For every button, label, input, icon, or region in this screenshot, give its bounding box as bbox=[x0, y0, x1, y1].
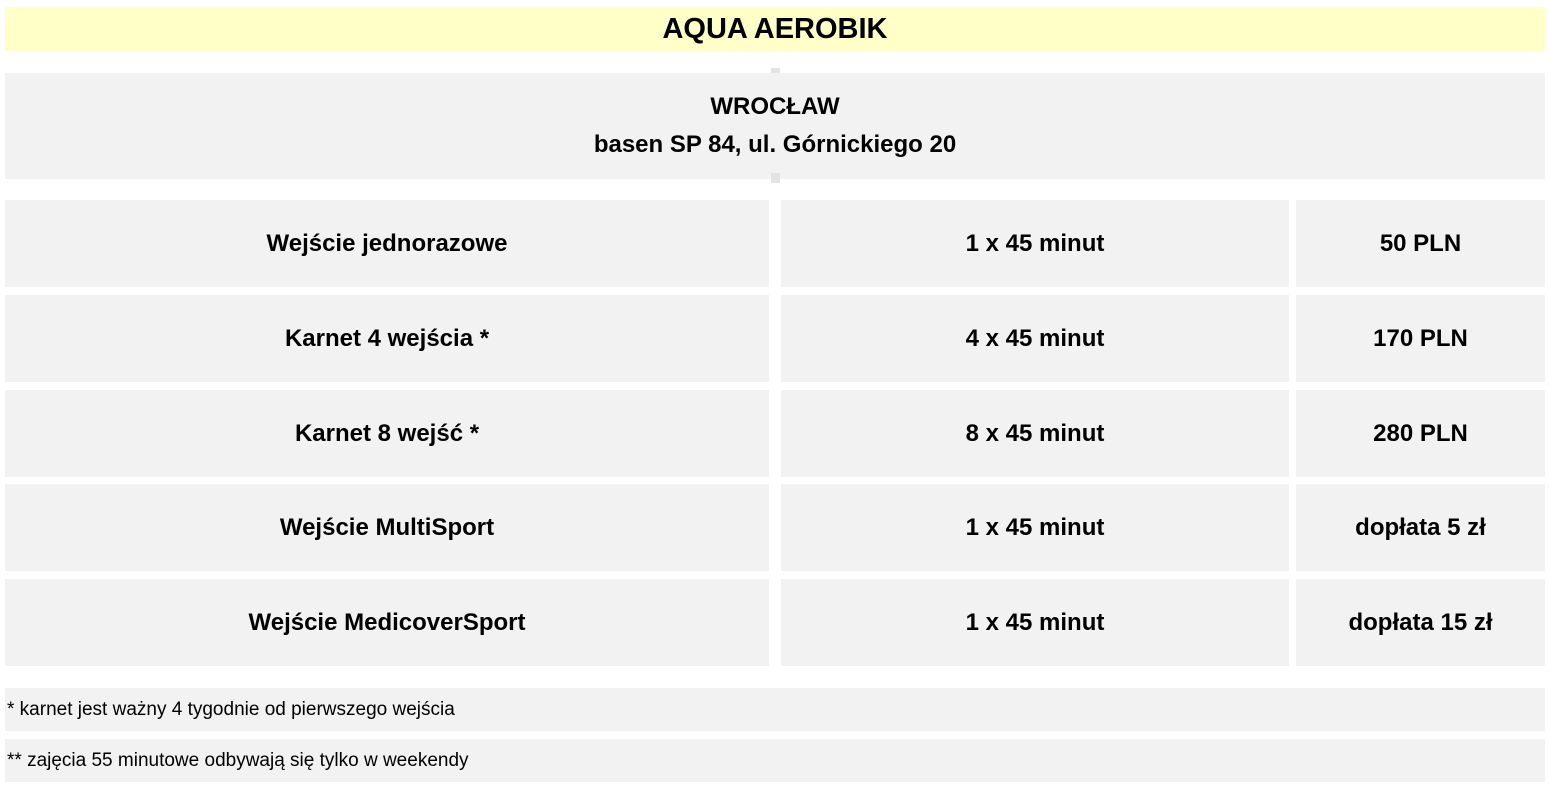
footnote-text: ** zajęcia 55 minutowe odbywają się tylko w weekendy bbox=[7, 749, 469, 771]
ticket-price: 280 PLN bbox=[1296, 390, 1545, 477]
page-title-text: AQUA AEROBIK bbox=[662, 12, 888, 45]
location-city: WROCŁAW bbox=[710, 93, 840, 120]
footnote-text: * karnet jest ważny 4 tygodnie od pierwszego wejścia bbox=[7, 698, 455, 720]
ticket-duration: 4 x 45 minut bbox=[781, 295, 1289, 382]
ticket-name: Wejście jednorazowe bbox=[5, 200, 769, 287]
price-row bbox=[5, 390, 1545, 477]
ticket-price: 170 PLN bbox=[1296, 295, 1545, 382]
ticket-name: Wejście MultiSport bbox=[5, 484, 769, 571]
ticket-name: Karnet 8 wejść * bbox=[5, 390, 769, 477]
footnote-weekend-classes bbox=[5, 739, 1545, 782]
price-row bbox=[5, 484, 1545, 571]
price-row bbox=[5, 200, 1545, 287]
location-divider-bottom bbox=[771, 173, 780, 183]
ticket-name: Wejście MedicoverSport bbox=[5, 579, 769, 666]
ticket-price: dopłata 5 zł bbox=[1296, 484, 1545, 571]
location-header bbox=[5, 73, 1545, 179]
ticket-duration: 1 x 45 minut bbox=[781, 200, 1289, 287]
ticket-duration: 1 x 45 minut bbox=[781, 484, 1289, 571]
price-row bbox=[5, 295, 1545, 382]
price-row bbox=[5, 579, 1545, 666]
ticket-duration: 1 x 45 minut bbox=[781, 579, 1289, 666]
ticket-price: dopłata 15 zł bbox=[1296, 579, 1545, 666]
footnote-pass-validity bbox=[5, 688, 1545, 731]
page-title bbox=[5, 7, 1545, 51]
ticket-name: Karnet 4 wejścia * bbox=[5, 295, 769, 382]
ticket-price: 50 PLN bbox=[1296, 200, 1545, 287]
location-address: basen SP 84, ul. Górnickiego 20 bbox=[593, 131, 957, 158]
ticket-duration: 8 x 45 minut bbox=[781, 390, 1289, 477]
